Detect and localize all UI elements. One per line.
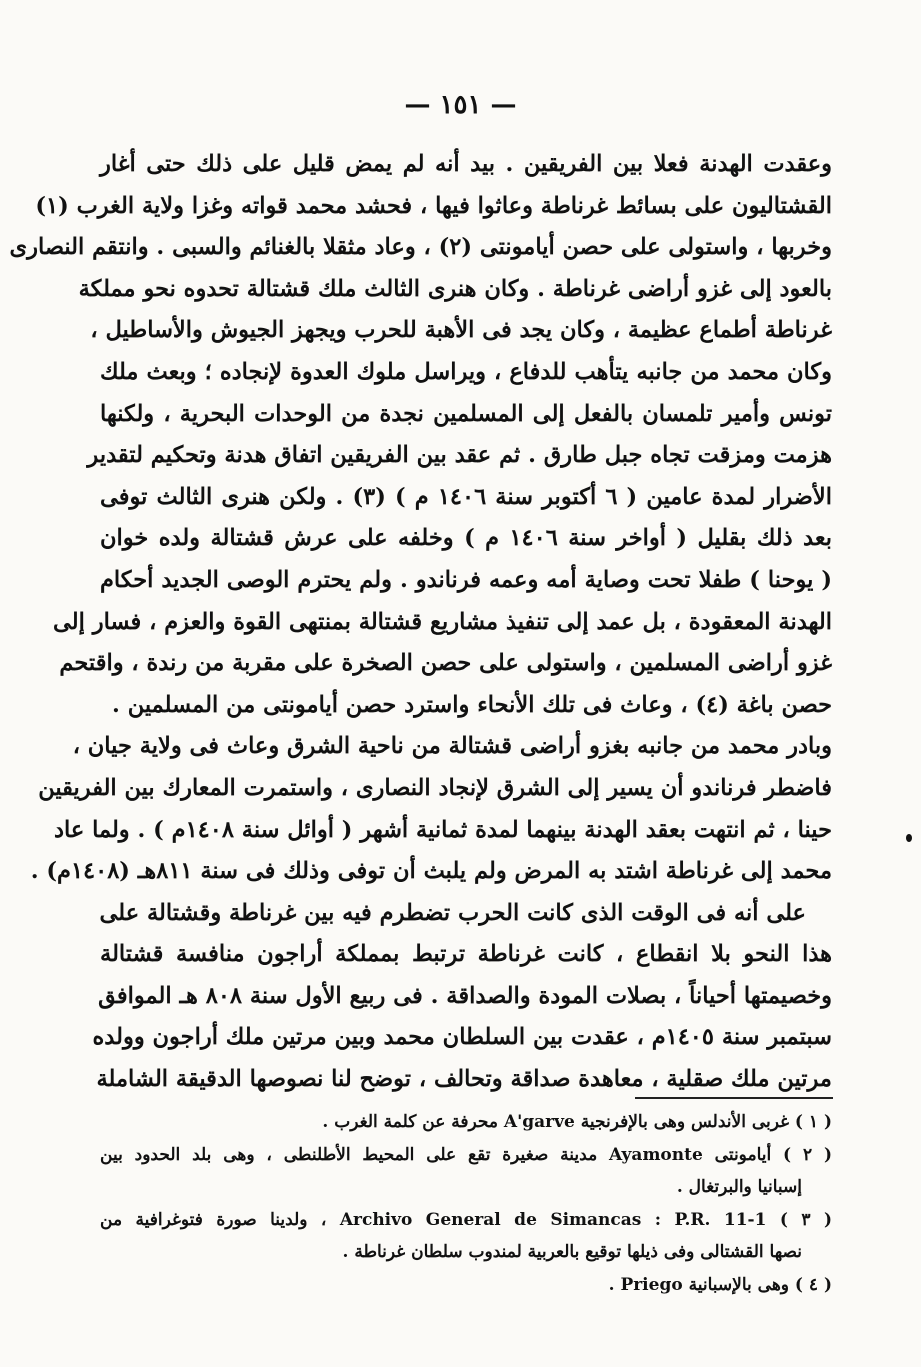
ink-dot	[906, 834, 912, 842]
body-line: الأضرار لمدة عامين ( ٦ أكتوبر سنة ١٤٠٦ م ) (٣) . ولكن هنرى الثالث توفى	[100, 483, 832, 510]
body-line: بعد ذلك بقليل ( أواخر سنة ١٤٠٦ م ) وخلفه على عرش قشتالة ولده خوان	[100, 525, 832, 552]
body-line: تونس وأمير تلمسان بالفعل إلى المسلمين نجدة من الوحدات البحرية ، ولكنها	[100, 400, 832, 427]
body-line: القشتاليون على بسائط غرناطة وعاثوا فيها ، فحشد محمد قواته وغزا ولاية الغرب (١)	[35, 192, 832, 219]
body-line: وعقدت الهدنة فعلا بين الفريقين . بيد أنه لم يمض قليل على ذلك حتى أغار	[100, 151, 832, 177]
body-line: حصن باغة (٤) ، وعاث فى تلك الأنحاء واسترد حصن أيامونتى من المسلمين .	[112, 691, 832, 718]
footnote-line: نصها القشتالى وفى ذيلها توقيع بالعربية لمندوب سلطان غرناطة .	[342, 1242, 802, 1262]
body-line: وكان محمد من جانبه يتأهب للدفاع ، ويراسل ملوك العدوة لإنجاده ؛ وبعث ملك	[100, 358, 832, 385]
body-line: هذا النحو بلا انقطاع ، كانت غرناطة ترتبط بمملكة أراجون منافسة قشتالة	[100, 941, 832, 968]
body-line: وخصيمتها أحياناً ، بصلات المودة والصداقة . فى ربيع الأول سنة ٨٠٨ هـ الموافق	[98, 982, 832, 1009]
footnotes	[100, 1106, 832, 1301]
body-line: فاضطر فرناندو أن يسير إلى الشرق لإنجاد النصارى ، واستمرت المعارك بين الفريقين	[38, 774, 832, 801]
body-line: على أنه فى الوقت الذى كانت الحرب تضطرم فيه بين غرناطة وقشتالة على	[99, 899, 806, 926]
footnote-line: إسبانيا والبرتغال .	[676, 1177, 802, 1197]
footnote-line: ( ٤ ) وهى بالإسبانية Priego .	[608, 1274, 832, 1295]
body-line: مرتين ملك صقلية ، معاهدة صداقة وتحالف ، توضح لنا نصوصها الدقيقة الشاملة	[96, 1066, 832, 1093]
footnote-line: ( ٢ ) أيامونتى Ayamonte مدينة صغيرة تقع على المحيط الأطلنطى ، وهى بلد الحدود بين	[100, 1144, 832, 1165]
body-line: وبادر محمد من جانبه بغزو أراضى قشتالة من ناحية الشرق وعاث فى ولاية جيان ،	[72, 733, 832, 760]
page-number: — ١٥١ —	[404, 90, 517, 120]
body-line: ( يوحنا ) طفلا تحت وصاية أمه وعمه فرناندو . ولم يحترم الوصى الجديد أحكام	[100, 566, 832, 593]
footnote-divider	[635, 1097, 833, 1099]
body-line: وخربها ، واستولى على حصن أيامونتى (٢) ، وعاد مثقلا بالغنائم والسبى . وانتقم النصارى	[9, 234, 832, 261]
footnote-line: ( ١ ) غربى الأندلس وهى بالإفرنجية A'garve محرفة عن كلمة الغرب .	[322, 1112, 832, 1132]
body-line: حينا ، ثم انتهت بعقد الهدنة بينهما لمدة ثمانية أشهر ( أوائل سنة ١٤٠٨م ) . ولما عاد	[53, 816, 832, 843]
body-line: هزمت ومزقت تجاه جبل طارق . ثم عقد بين الفريقين اتفاق هدنة وتحكيم لتقدير	[87, 442, 832, 469]
body-line: سبتمبر سنة ١٤٠٥م ، عقدت بين السلطان محمد وبين مرتين ملك أراجون وولده	[92, 1024, 832, 1051]
body-line: الهدنة المعقودة ، بل عمد إلى تنفيذ مشاريع قشتالة بمنتهى القوة والعزم ، فسار إلى	[53, 608, 832, 635]
body-line: غرناطة أطماع عظيمة ، وكان يجد فى الأهبة للحرب ويجهز الجيوش والأساطيل ،	[90, 317, 832, 344]
body-line: بالعود إلى غزو أراضى غرناطة . وكان هنرى الثالث ملك قشتالة تحدوه نحو مملكة	[78, 275, 832, 302]
body-text	[9, 144, 832, 1101]
footnote-line: ( ٣ ) Archivo General de Simancas : P.R. 11-1 ، ولدينا صورة فتوغرافية من	[100, 1209, 832, 1230]
body-line: غزو أراضى المسلمين ، واستولى على حصن الصخرة على مقربة من رندة ، واقتحم	[59, 650, 832, 677]
body-line: محمد إلى غرناطة اشتد به المرض ولم يلبث أن توفى وذلك فى سنة ٨١١هـ (١٤٠٨م) .	[30, 858, 832, 885]
